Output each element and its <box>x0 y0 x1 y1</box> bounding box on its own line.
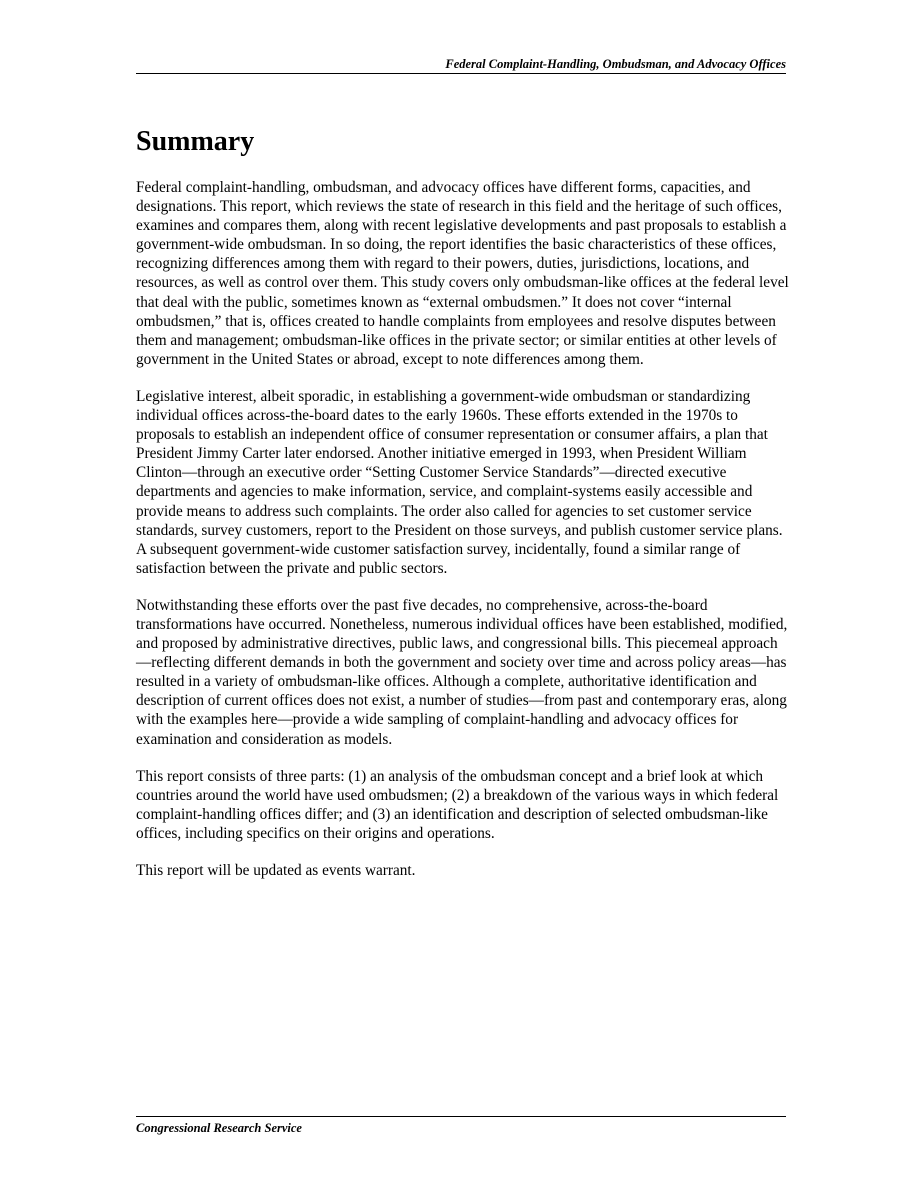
paragraph-update-note: This report will be updated as events warrant. <box>136 862 416 879</box>
section-title: Summary <box>136 126 255 157</box>
running-footer: Congressional Research Service <box>136 1121 302 1135</box>
paragraph-legislative-interest: Legislative interest, albeit sporadic, in establishing a government-wide ombudsman or standardizing individual offices across-the-board dates to the early 1960s. These efforts extended in the 1970s to proposals to establish an independent office of consumer representation or consumer affairs, a plan that President Jimmy Carter later endorsed. Another initiative emerged in 1993, when President William Clinton—through an executive order “Setting Customer Service Standards”—directed executive departments and agencies to make information, service, and complaint-systems easily accessible and provide means to address such complaints. The order also called for agencies to set customer service standards, survey customers, report to the President on those surveys, and publish customer service plans. A subsequent government-wide customer satisfaction survey, incidentally, found a similar range of satisfaction between the private and public sectors. <box>136 387 783 577</box>
paragraph-piecemeal-approach: Notwithstanding these efforts over the past five decades, no comprehensive, across-the-board transformations have occurred. Nonetheless, numerous individual offices have been established, modified, and proposed by administrative directives, public laws, and congressional bills. This piecemeal approach—reflecting different demands in both the government and society over time and across policy areas—has resulted in a variety of ombudsman-like offices. Although a complete, authoritative identification and description of current offices does not exist, a number of studies—from past and contemporary eras, along with the examples here—provide a wide sampling of complaint-handling and advocacy offices for examination and consideration as models. <box>136 596 788 748</box>
header-divider <box>136 73 786 74</box>
summary-body <box>136 178 791 898</box>
running-header: Federal Complaint-Handling, Ombudsman, and Advocacy Offices <box>445 57 786 71</box>
paragraph-report-structure: This report consists of three parts: (1) an analysis of the ombudsman concept and a brief look at which countries around the world have used ombudsmen; (2) a breakdown of the various ways in which federal complaint-handling offices differ; and (3) an identification and description of selected ombudsman-like offices, including specifics on their origins and operations. <box>136 767 779 842</box>
footer-divider <box>136 1116 786 1117</box>
paragraph-scope: Federal complaint-handling, ombudsman, and advocacy offices have different forms, capacities, and designations. This report, which reviews the state of research in this field and the heritage of such offices, examines and compares them, along with recent legislative developments and past proposals to establish a government-wide ombudsman. In so doing, the report identifies the basic characteristics of these offices, recognizing differences among them with regard to their powers, duties, jurisdictions, locations, and resources, as well as control over them. This study covers only ombudsman-like offices at the federal level that deal with the public, sometimes known as “external ombudsmen.” It does not cover “internal ombudsmen,” that is, offices created to handle complaints from employees and resolve disputes between them and management; ombudsman-like offices in the private sector; or similar entities at other levels of government in the United States or abroad, except to note differences among them. <box>136 179 789 368</box>
